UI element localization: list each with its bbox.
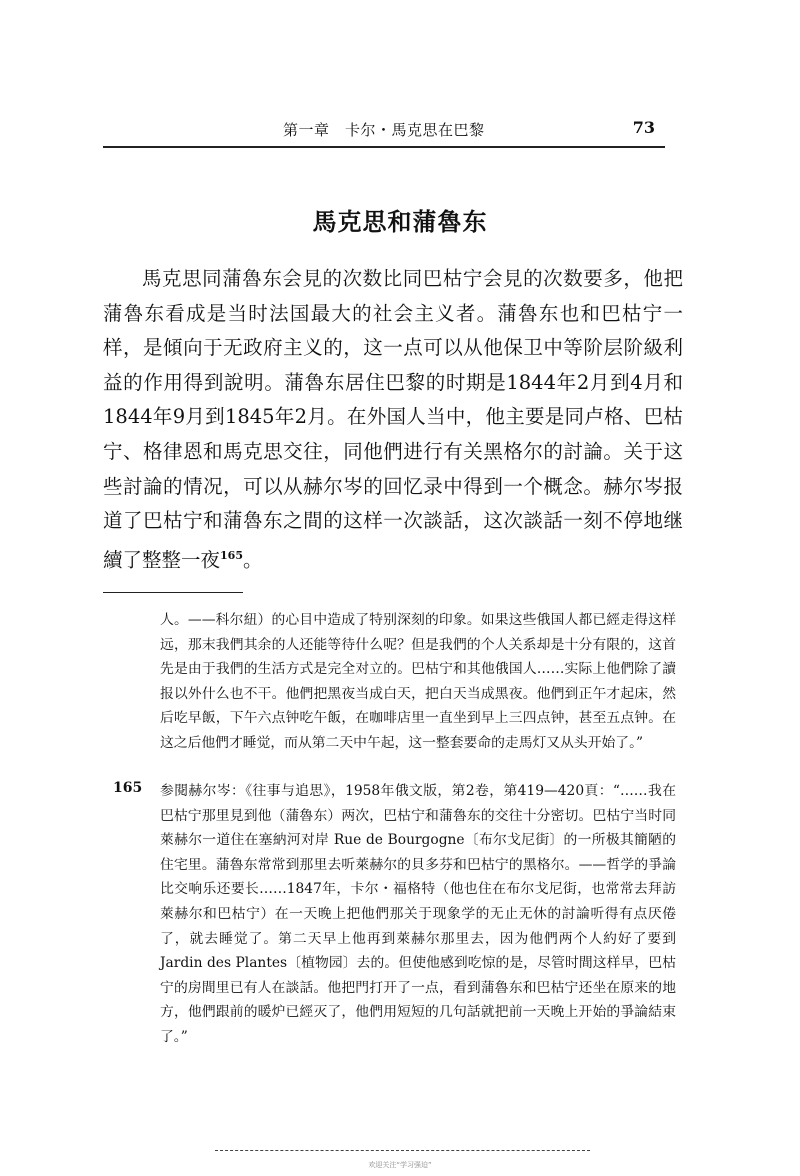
body-paragraph	[103, 262, 683, 578]
running-head	[105, 115, 663, 145]
bottom-rule	[215, 1150, 590, 1151]
watermark: 欢迎关注“学习强迫”	[368, 1161, 432, 1169]
footnote-continuation: 人。——科尔紐）的心目中造成了特别深刻的印象。如果这些俄国人都已經走得这样远，那末我們其余的人还能等待什么呢？但是我們的个人关系却是十分有限的，这首先是由于我們的生活方式是完全对立的。巴枯宁和其他俄国人……实际上他們除了讀报以外什么也不干。他們把黑夜当成白天，把白天当成黑夜。他們到正午才起床，然后吃早飯，下午六点钟吃午飯，在咖啡店里一直坐到早上三四点钟，甚至五点钟。在这之后他們才睡觉，而从第二天中午起，这一整套要命的走馬灯又从头开始了。”	[160, 612, 676, 751]
body-paragraph-text: 馬克思同蒲魯东会見的次数比同巴枯宁会見的次数要多，他把蒲魯东看成是当时法国最大的社会主义者。蒲魯东也和巴枯宁一样，是傾向于无政府主义的，这一点可以从他保卫中等阶层阶級利益的作用得到說明。蒲魯东居住巴黎的时期是1844年2月到4月和1844年9月到1845年2月。在外国人当中，他主要是同卢格、巴枯宁、格律恩和馬克思交往，同他們进行有关黑格尔的討論。关于这些討論的情况，可以从赫尔岑的回忆录中得到一个概念。赫尔岑报道了巴枯宁和蒲魯东之間的这样一次談話，这次談話一刻不停地继續了整整一夜	[103, 267, 683, 572]
body-paragraph-end: 。	[242, 548, 263, 572]
footnote-rule	[103, 592, 243, 593]
body-text	[103, 262, 683, 578]
footnote-text: 参閱赫尔岑：《往事与追思》，1958年俄文版，第2卷，第419—420頁：“……我在巴枯宁那里見到他（蒲魯东）两次，巴枯宁和蒲魯东的交往十分密切。巴枯宁当时同萊赫尔一道住在塞納河对岸 Rue de Bourgogne〔布尔戈尼街〕的一所极其簡陋的住宅里。蒲魯东常常到那里去听萊赫尔的貝多芬和巴枯宁的黑格尔。——哲学的爭論比交响乐还要长……1847年，卡尔・福格特（他也住在布尔戈尼街，也常常去拜訪萊赫尔和巴枯宁）在一天晚上把他們那关于现象学的无止无休的討論听得有点厌倦了，就去睡觉了。第二天早上他再到萊赫尔那里去，因为他們两个人約好了要到 Jardin des Plantes〔植物园〕去的。但使他感到吃惊的是，尽管时間这样早，巴枯宁的房間里已有人在談話。他把門打开了一点，看到蒲魯东和巴枯宁还坐在原来的地方，他們跟前的暖炉已經灭了，他們用短短的几句話就把前一天晚上开始的爭論結束了。”	[160, 783, 676, 1045]
running-title: 第一章 卡尔・馬克思在巴黎	[283, 121, 485, 139]
footnote-ref-165[interactable]: 165	[220, 548, 243, 562]
footnote-number: 165	[113, 780, 143, 796]
section-title: 馬克思和蒲魯东	[312, 207, 488, 236]
header-rule	[103, 146, 665, 148]
page-number: 73	[632, 118, 655, 137]
